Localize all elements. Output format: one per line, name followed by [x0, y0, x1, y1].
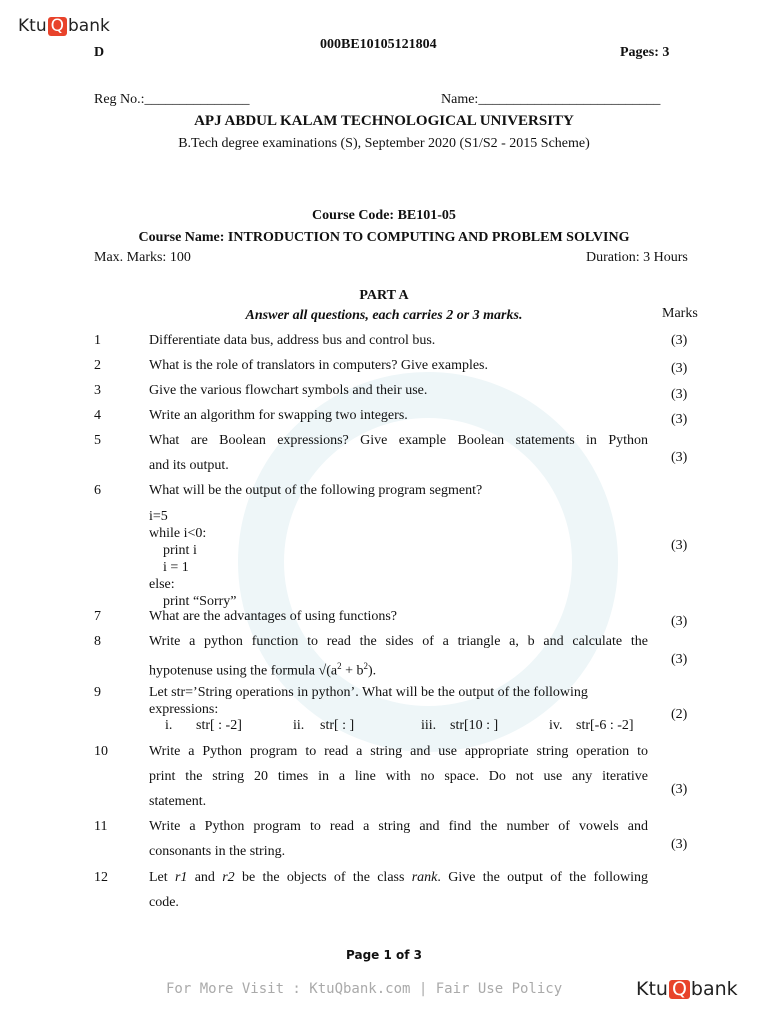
question-number: 3 [94, 383, 101, 398]
course-code: Course Code: BE101-05 [312, 208, 456, 223]
university-name: APJ ABDUL KALAM TECHNOLOGICAL UNIVERSITY [194, 113, 574, 129]
part-instruction: Answer all questions, each carries 2 or 3 marks. [245, 308, 523, 323]
question-text: What will be the output of the following program segment? [149, 483, 483, 498]
max-marks: Max. Marks: 100 [94, 250, 191, 265]
question-marks: (2) [671, 707, 688, 722]
name-field: Name:__________________________ [441, 92, 661, 107]
option-text: str[ : -2] [196, 718, 242, 733]
question-number: 9 [94, 685, 101, 700]
question-marks: (3) [671, 361, 688, 376]
reg-no-field: Reg No.:_______________ [94, 92, 250, 107]
question-marks: (3) [671, 387, 688, 402]
question-number: 5 [94, 433, 101, 448]
question-text-line-3: statement. [149, 794, 207, 809]
paper-code: 000BE10105121804 [320, 37, 437, 52]
question-text: Differentiate data bus, address bus and control bus. [149, 333, 436, 348]
option-label: i. [165, 718, 173, 733]
brand-logo: Ktu Q bank [18, 16, 110, 36]
question-marks: (3) [671, 333, 688, 348]
question-marks: (3) [671, 837, 688, 852]
question-text-line-1: What are Boolean expressions? Give example Boolean statements in Python [149, 433, 648, 448]
question-text-line-1: Write a Python program to read a string and use appropriate string operation to [149, 744, 648, 759]
question-number: 2 [94, 358, 101, 373]
question-marks: (3) [671, 538, 688, 553]
question-number: 12 [94, 870, 108, 885]
page-number: Page 1 of 3 [346, 948, 422, 962]
option-label: iv. [549, 718, 563, 733]
question-marks: (3) [671, 614, 688, 629]
question-text-line-1: Write a python function to read the sides of a triangle a, b and calculate the [149, 634, 648, 649]
duration: Duration: 3 Hours [586, 250, 688, 265]
code-block: i=5 while i<0: print i i = 1 else: print “Sorry” [149, 509, 237, 609]
question-number: 11 [94, 819, 108, 834]
option-label: ii. [293, 718, 305, 733]
question-set: D [94, 45, 105, 60]
course-name: Course Name: INTRODUCTION TO COMPUTING AND PROBLEM SOLVING [138, 230, 630, 245]
question-number: 4 [94, 408, 101, 423]
part-title: PART A [359, 288, 409, 303]
question-marks: (3) [671, 782, 688, 797]
question-marks: (3) [671, 412, 688, 427]
question-text-line-2: code. [149, 895, 179, 910]
question-number: 1 [94, 333, 101, 348]
question-number: 7 [94, 609, 101, 624]
option-text: str[ : ] [320, 718, 355, 733]
question-text: Give the various flowchart symbols and their use. [149, 383, 428, 398]
option-text: str[10 : ] [450, 718, 499, 733]
exam-title: B.Tech degree examinations (S), September 2020 (S1/S2 - 2015 Scheme) [178, 136, 590, 151]
question-text-line-2: print the string 20 times in a line with no space. Do not use any iterative [149, 769, 648, 784]
question-text-line-1: Write a Python program to read a string and find the number of vowels and [149, 819, 648, 834]
question-text: What are the advantages of using functions? [149, 609, 398, 624]
question-marks: (3) [671, 652, 688, 667]
question-text-line-1: Let r1 and r2 be the objects of the class rank. Give the output of the following [149, 870, 649, 885]
option-label: iii. [421, 718, 437, 733]
question-text: What is the role of translators in computers? Give examples. [149, 358, 489, 373]
question-number: 6 [94, 483, 101, 498]
footer-brand-logo: Ktu Q bank [636, 978, 738, 1000]
question-text-line-2: and its output. [149, 458, 229, 473]
question-text: Write an algorithm for swapping two integers. [149, 408, 408, 423]
question-number: 8 [94, 634, 101, 649]
question-number: 10 [94, 744, 108, 759]
footer-visit-link[interactable]: For More Visit : KtuQbank.com | Fair Use Policy [166, 981, 563, 997]
question-text-line-1: Let str=’String operations in python’. What will be the output of the following [149, 685, 588, 700]
question-text-line-2: expressions: [149, 702, 219, 717]
question-text-line-2: hypotenuse using the formula $√(a^2 + b^2)$. [149, 661, 377, 679]
marks-column-header: Marks [662, 306, 698, 321]
question-marks: (3) [671, 450, 688, 465]
page-count: Pages: 3 [620, 45, 670, 60]
question-text-line-2: consonants in the string. [149, 844, 286, 859]
option-text: str[-6 : -2] [576, 718, 634, 733]
